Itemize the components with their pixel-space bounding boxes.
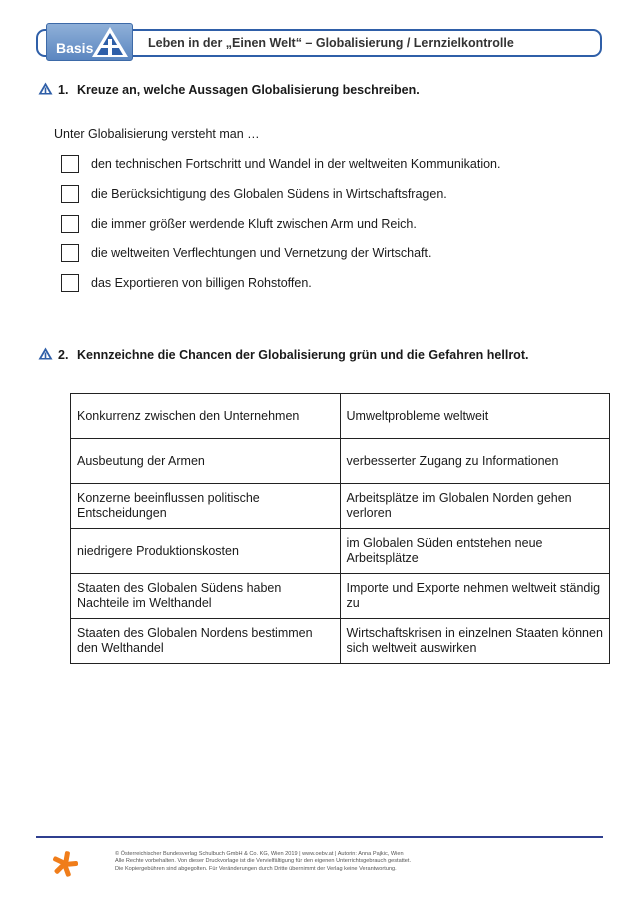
pyramid-icon (90, 25, 130, 59)
table-cell[interactable]: Umweltprobleme weltweit (340, 394, 610, 439)
pyramid-icon (38, 347, 53, 360)
table-cell[interactable]: Arbeitsplätze im Globalen Norden gehen verloren (340, 484, 610, 529)
footer-line-3: Die Kopiergebühren sind abgegolten. Für Veränderungen durch Dritte übernimmt der Verlag keine Verantwortung. (115, 865, 397, 872)
table-cell[interactable]: niedrigere Produktionskosten (71, 529, 341, 574)
question-text: Kreuze an, welche Aussagen Globalisierung beschreiben. (77, 83, 420, 97)
statements-table (70, 393, 610, 664)
table-cell[interactable]: Importe und Exporte nehmen weltweit ständig zu (340, 574, 610, 619)
option-label: den technischen Fortschritt und Wandel in der weltweiten Kommunikation. (91, 157, 501, 171)
question-1-lead: Unter Globalisierung versteht man … (54, 127, 260, 141)
table-row (71, 619, 610, 664)
question-text: Kennzeichne die Chancen der Globalisierung grün und die Gefahren hellrot. (77, 348, 529, 362)
question-number: 2. (58, 348, 69, 362)
table-row (71, 574, 610, 619)
checkbox[interactable] (61, 215, 79, 233)
question-1-heading (58, 83, 420, 97)
checkbox[interactable] (61, 155, 79, 173)
table-cell[interactable]: verbesserter Zugang zu Informationen (340, 439, 610, 484)
table-row (71, 394, 610, 439)
table-row (71, 439, 610, 484)
option-label: die immer größer werdende Kluft zwischen Arm und Reich. (91, 217, 417, 231)
question-2-heading (58, 348, 528, 362)
option-label: das Exportieren von billigen Rohstoffen. (91, 276, 312, 290)
option-label: die Berücksichtigung des Globalen Südens in Wirtschaftsfragen. (91, 187, 447, 201)
table-cell[interactable]: Konzerne beeinflussen politische Entscheidungen (71, 484, 341, 529)
checkbox[interactable] (61, 185, 79, 203)
option-label: die weltweiten Verflechtungen und Vernetzung der Wirtschaft. (91, 246, 432, 260)
footer-divider (36, 836, 603, 838)
question-number: 1. (58, 83, 69, 97)
table-cell[interactable]: Konkurrenz zwischen den Unternehmen (71, 394, 341, 439)
checkbox[interactable] (61, 244, 79, 262)
footer-line-1: © Österreichischer Bundesverlag Schulbuch GmbH & Co. KG, Wien 2019 | www.oebv.at | Autorin: Anna Pajkic, Wien (115, 851, 404, 857)
publisher-logo-icon (52, 851, 78, 877)
footer-copyright (115, 851, 515, 873)
table-cell[interactable]: Staaten des Globalen Nordens bestimmen den Welthandel (71, 619, 341, 664)
table-row (71, 529, 610, 574)
footer-line-2: Alle Rechte vorbehalten. Von dieser Druckvorlage ist die Vervielfältigung für den eigenen Unterrichtsgebrauch gestattet. (115, 858, 412, 865)
table-cell[interactable]: im Globalen Süden entstehen neue Arbeitsplätze (340, 529, 610, 574)
basis-logo (46, 23, 133, 61)
table-cell[interactable]: Staaten des Globalen Südens haben Nachteile im Welthandel (71, 574, 341, 619)
table-cell[interactable]: Ausbeutung der Armen (71, 439, 341, 484)
table-cell[interactable]: Wirtschaftskrisen in einzelnen Staaten können sich weltweit auswirken (340, 619, 610, 664)
logo-text: Basis (56, 40, 94, 56)
table-row (71, 484, 610, 529)
checkbox[interactable] (61, 274, 79, 292)
pyramid-icon (38, 82, 53, 95)
page-title: Leben in der „Einen Welt“ – Globalisierung / Lernzielkontrolle (148, 36, 514, 50)
